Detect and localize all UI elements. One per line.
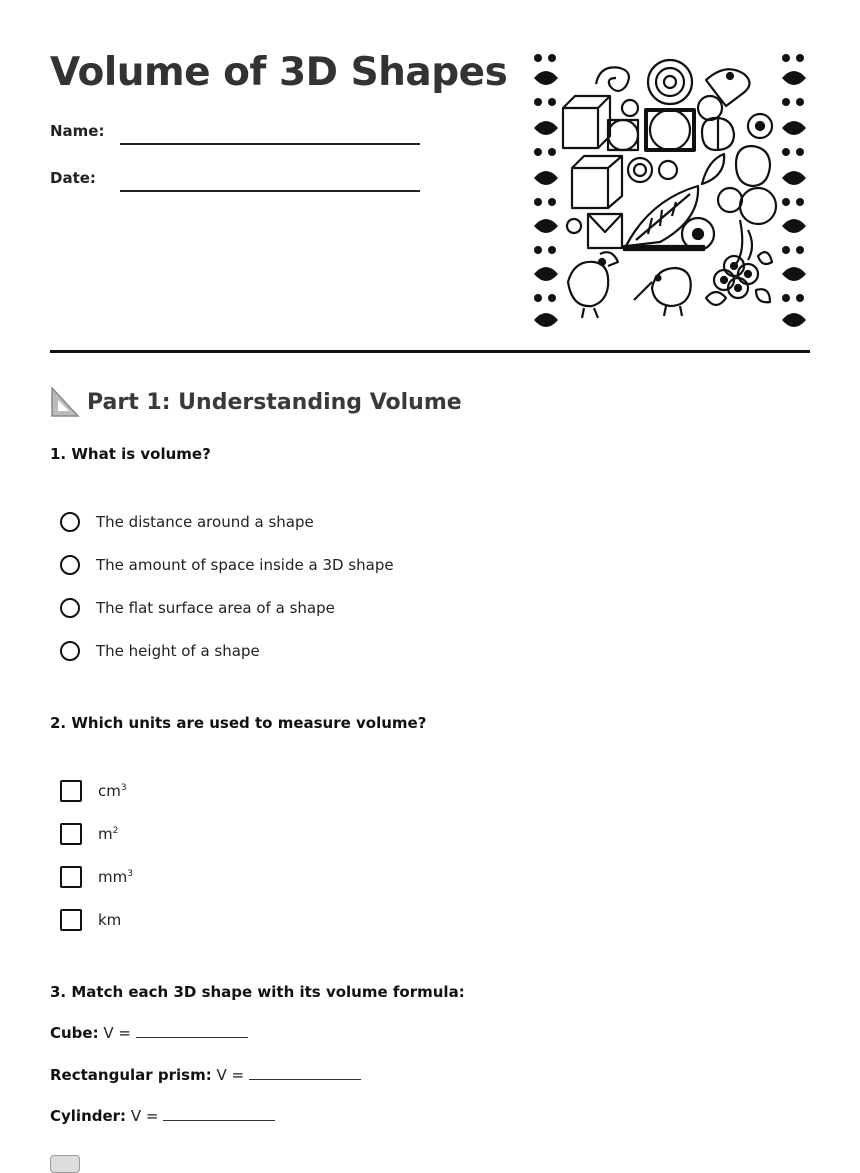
radio-button[interactable] xyxy=(60,512,80,532)
page-title: Volume of 3D Shapes xyxy=(50,50,508,95)
header-divider xyxy=(50,350,810,353)
option-label: $mm^3$ xyxy=(98,868,133,886)
right-border-pattern xyxy=(782,54,806,327)
q2-option-1[interactable] xyxy=(60,780,127,802)
radio-button[interactable] xyxy=(60,641,80,661)
option-label: The amount of space inside a 3D shape xyxy=(96,556,394,574)
name-field-row xyxy=(50,122,120,140)
radio-button[interactable] xyxy=(60,555,80,575)
shape-name: Rectangular prism: xyxy=(50,1066,212,1084)
name-label: Name: xyxy=(50,122,105,140)
q2-option-3[interactable] xyxy=(60,866,133,888)
option-label: $cm^3$ xyxy=(98,782,127,800)
checkbox[interactable] xyxy=(60,823,82,845)
shape-name: Cylinder: xyxy=(50,1107,127,1125)
part1-heading xyxy=(50,386,462,418)
q2-option-4[interactable] xyxy=(60,909,121,931)
option-label: The distance around a shape xyxy=(96,513,314,531)
checkbox[interactable] xyxy=(60,909,82,931)
formula-prefix: V = xyxy=(130,1107,159,1125)
answer-blank[interactable] xyxy=(136,1024,248,1038)
formula-prefix: V = xyxy=(103,1024,131,1042)
q2-option-2[interactable] xyxy=(60,823,118,845)
set-square-icon xyxy=(50,386,80,418)
left-border-pattern xyxy=(534,54,558,327)
part1-title: Part 1: Understanding Volume xyxy=(87,389,462,415)
option-label: $m^2$ xyxy=(98,825,119,843)
date-field-row xyxy=(50,169,120,187)
date-field[interactable] xyxy=(120,190,420,192)
match-item-cube xyxy=(50,1024,248,1042)
answer-blank[interactable] xyxy=(163,1107,275,1121)
formula-prefix: V = xyxy=(216,1066,245,1084)
q1-option-1[interactable] xyxy=(60,512,314,532)
shapes-animals-pattern-illustration xyxy=(530,50,810,330)
question-2: 2. Which units are used to measure volume? xyxy=(50,714,427,732)
question-1: 1. What is volume? xyxy=(50,445,211,463)
answer-blank[interactable] xyxy=(249,1066,361,1080)
shape-name: Cube: xyxy=(50,1024,99,1042)
option-label: The height of a shape xyxy=(96,642,260,660)
partial-button[interactable] xyxy=(50,1155,80,1173)
date-label: Date: xyxy=(50,169,96,187)
checkbox[interactable] xyxy=(60,780,82,802)
option-label: The flat surface area of a shape xyxy=(96,599,335,617)
radio-button[interactable] xyxy=(60,598,80,618)
q1-option-3[interactable] xyxy=(60,598,335,618)
match-item-rectangular-prism xyxy=(50,1066,361,1084)
match-item-cylinder xyxy=(50,1107,275,1125)
option-label: km xyxy=(98,911,122,929)
q1-option-2[interactable] xyxy=(60,555,394,575)
name-field[interactable] xyxy=(120,143,420,145)
question-3: 3. Match each 3D shape with its volume formula: xyxy=(50,983,465,1001)
checkbox[interactable] xyxy=(60,866,82,888)
q1-option-4[interactable] xyxy=(60,641,260,661)
